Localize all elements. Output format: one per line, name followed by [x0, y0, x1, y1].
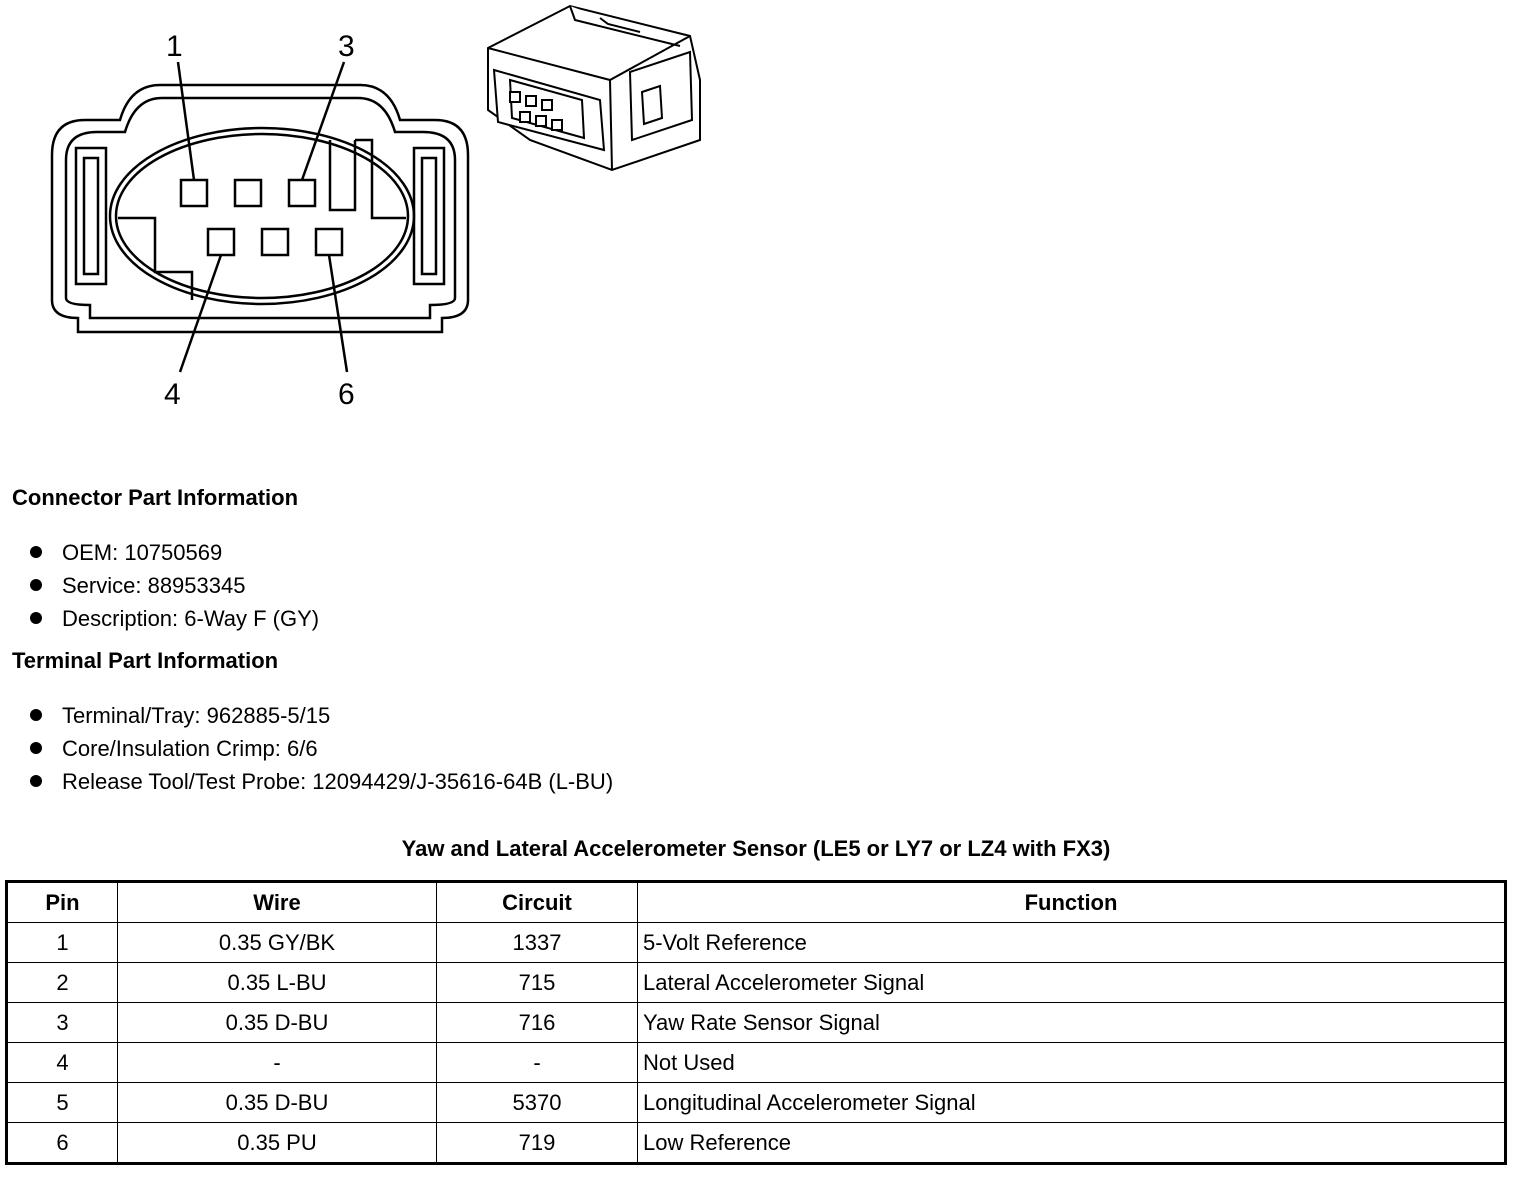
bullet-icon: [30, 709, 42, 721]
cell-pin: 1: [7, 923, 118, 963]
cell-circuit: 716: [437, 1003, 638, 1043]
cell-circuit: -: [437, 1043, 638, 1083]
cell-function: Low Reference: [638, 1123, 1506, 1164]
cell-wire: 0.35 L-BU: [118, 963, 437, 1003]
header-function: Function: [638, 882, 1506, 923]
cell-circuit: 715: [437, 963, 638, 1003]
table-row: [7, 1083, 1506, 1123]
table-row: [7, 923, 1506, 963]
list-item: [30, 569, 319, 602]
bullet-icon: [30, 612, 42, 624]
cell-wire: 0.35 GY/BK: [118, 923, 437, 963]
cell-wire: -: [118, 1043, 437, 1083]
cavity-5: [262, 229, 288, 255]
cell-function: Longitudinal Accelerometer Signal: [638, 1083, 1506, 1123]
cell-function: 5-Volt Reference: [638, 923, 1506, 963]
terminal-info-heading: Terminal Part Information: [12, 648, 279, 673]
cell-function: Not Used: [638, 1043, 1506, 1083]
cell-circuit: 719: [437, 1123, 638, 1164]
connector-info-heading: Connector Part Information: [12, 485, 299, 510]
header-wire: Wire: [118, 882, 437, 923]
pin-cavities: [181, 180, 342, 255]
cell-pin: 4: [7, 1043, 118, 1083]
list-item: [30, 536, 319, 569]
table-row: [7, 1043, 1506, 1083]
cavity-1: [181, 180, 207, 206]
list-item: [30, 765, 613, 798]
cell-pin: 3: [7, 1003, 118, 1043]
cavity-6: [316, 229, 342, 255]
cell-circuit: 1337: [437, 923, 638, 963]
list-item-text: OEM: 10750569: [62, 540, 223, 565]
connector-face: [52, 85, 468, 332]
pin-label-1: 1: [166, 30, 183, 63]
cavity-4: [208, 229, 234, 255]
cavity-2: [235, 180, 261, 206]
terminal-info-list: [30, 699, 613, 798]
cell-function: Lateral Accelerometer Signal: [638, 963, 1506, 1003]
list-item-text: Core/Insulation Crimp: 6/6: [62, 736, 318, 761]
cell-circuit: 5370: [437, 1083, 638, 1123]
connector-info-list: [30, 536, 319, 635]
table-header-row: [7, 882, 1506, 923]
list-item: [30, 699, 613, 732]
list-item-text: Terminal/Tray: 962885-5/15: [62, 703, 331, 728]
connector-diagram: [0, 0, 760, 420]
cavity-3: [289, 180, 315, 206]
pinout-table: [5, 880, 1507, 1165]
pin-label-6: 6: [338, 378, 355, 411]
leader-lines: [178, 62, 347, 372]
list-item: [30, 602, 319, 635]
cell-wire: 0.35 D-BU: [118, 1003, 437, 1043]
cell-pin: 5: [7, 1083, 118, 1123]
table-title: Yaw and Lateral Accelerometer Sensor (LE5 or LY7 or LZ4 with FX3): [401, 836, 1111, 861]
bullet-icon: [30, 742, 42, 754]
pin-label-4: 4: [164, 378, 181, 411]
list-item: [30, 732, 613, 765]
table-row: [7, 1123, 1506, 1164]
list-item-text: Release Tool/Test Probe: 12094429/J-35616-64B (L-BU): [62, 769, 614, 794]
bullet-icon: [30, 546, 42, 558]
cell-pin: 6: [7, 1123, 118, 1164]
cell-function: Yaw Rate Sensor Signal: [638, 1003, 1506, 1043]
header-pin: Pin: [7, 882, 118, 923]
header-circuit: Circuit: [437, 882, 638, 923]
cell-wire: 0.35 PU: [118, 1123, 437, 1164]
bullet-icon: [30, 579, 42, 591]
bullet-icon: [30, 775, 42, 787]
pin-label-3: 3: [338, 30, 355, 63]
cell-pin: 2: [7, 963, 118, 1003]
list-item-text: Service: 88953345: [62, 573, 246, 598]
cell-wire: 0.35 D-BU: [118, 1083, 437, 1123]
table-row: [7, 963, 1506, 1003]
table-row: [7, 1003, 1506, 1043]
connector-3d-illustration: [488, 6, 700, 170]
list-item-text: Description: 6-Way F (GY): [62, 606, 320, 631]
